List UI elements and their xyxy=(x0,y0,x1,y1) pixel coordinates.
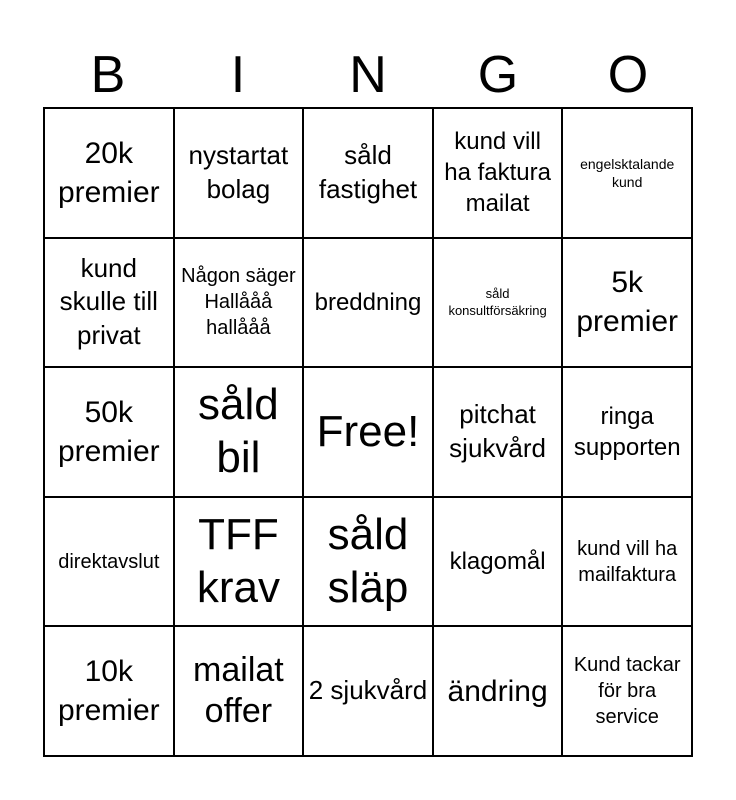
bingo-cell[interactable]: Kund tackar för bra service xyxy=(562,626,692,756)
header-letter-g: G xyxy=(477,46,519,104)
bingo-cell[interactable]: engelsktalande kund xyxy=(562,108,692,238)
bingo-cell[interactable]: klagomål xyxy=(433,497,563,627)
bingo-cell[interactable]: 10k premier xyxy=(44,626,174,756)
bingo-cell[interactable]: 50k premier xyxy=(44,367,174,497)
bingo-cell[interactable]: såld fastighet xyxy=(303,108,433,238)
bingo-cell[interactable]: 5k premier xyxy=(562,238,692,368)
bingo-cell[interactable]: ändring xyxy=(433,626,563,756)
bingo-cell[interactable]: såld konsultförsäkring xyxy=(433,238,563,368)
bingo-cell[interactable]: breddning xyxy=(303,238,433,368)
bingo-cell[interactable]: kund vill ha mailfaktura xyxy=(562,497,692,627)
bingo-grid xyxy=(43,107,693,757)
header-letter-i: I xyxy=(230,46,246,104)
bingo-cell[interactable]: såld släp xyxy=(303,497,433,627)
header-letter-n: N xyxy=(349,46,387,104)
bingo-cell[interactable]: kund skulle till privat xyxy=(44,238,174,368)
bingo-cell[interactable]: 20k premier xyxy=(44,108,174,238)
header-letter-b: B xyxy=(90,46,126,104)
bingo-cell[interactable]: Någon säger Hallååå hallååå xyxy=(174,238,304,368)
bingo-cell[interactable]: såld bil xyxy=(174,367,304,497)
bingo-cell[interactable]: TFF krav xyxy=(174,497,304,627)
bingo-cell[interactable]: 2 sjukvård xyxy=(303,626,433,756)
bingo-cell[interactable]: pitchat sjukvård xyxy=(433,367,563,497)
bingo-cell[interactable]: mailat offer xyxy=(174,626,304,756)
free-space-cell[interactable]: Free! xyxy=(303,367,433,497)
header-letter-o: O xyxy=(607,46,649,104)
bingo-cell[interactable]: direktavslut xyxy=(44,497,174,627)
bingo-cell[interactable]: nystartat bolag xyxy=(174,108,304,238)
bingo-header xyxy=(43,42,693,108)
bingo-cell[interactable]: ringa supporten xyxy=(562,367,692,497)
bingo-cell[interactable]: kund vill ha faktura mailat xyxy=(433,108,563,238)
